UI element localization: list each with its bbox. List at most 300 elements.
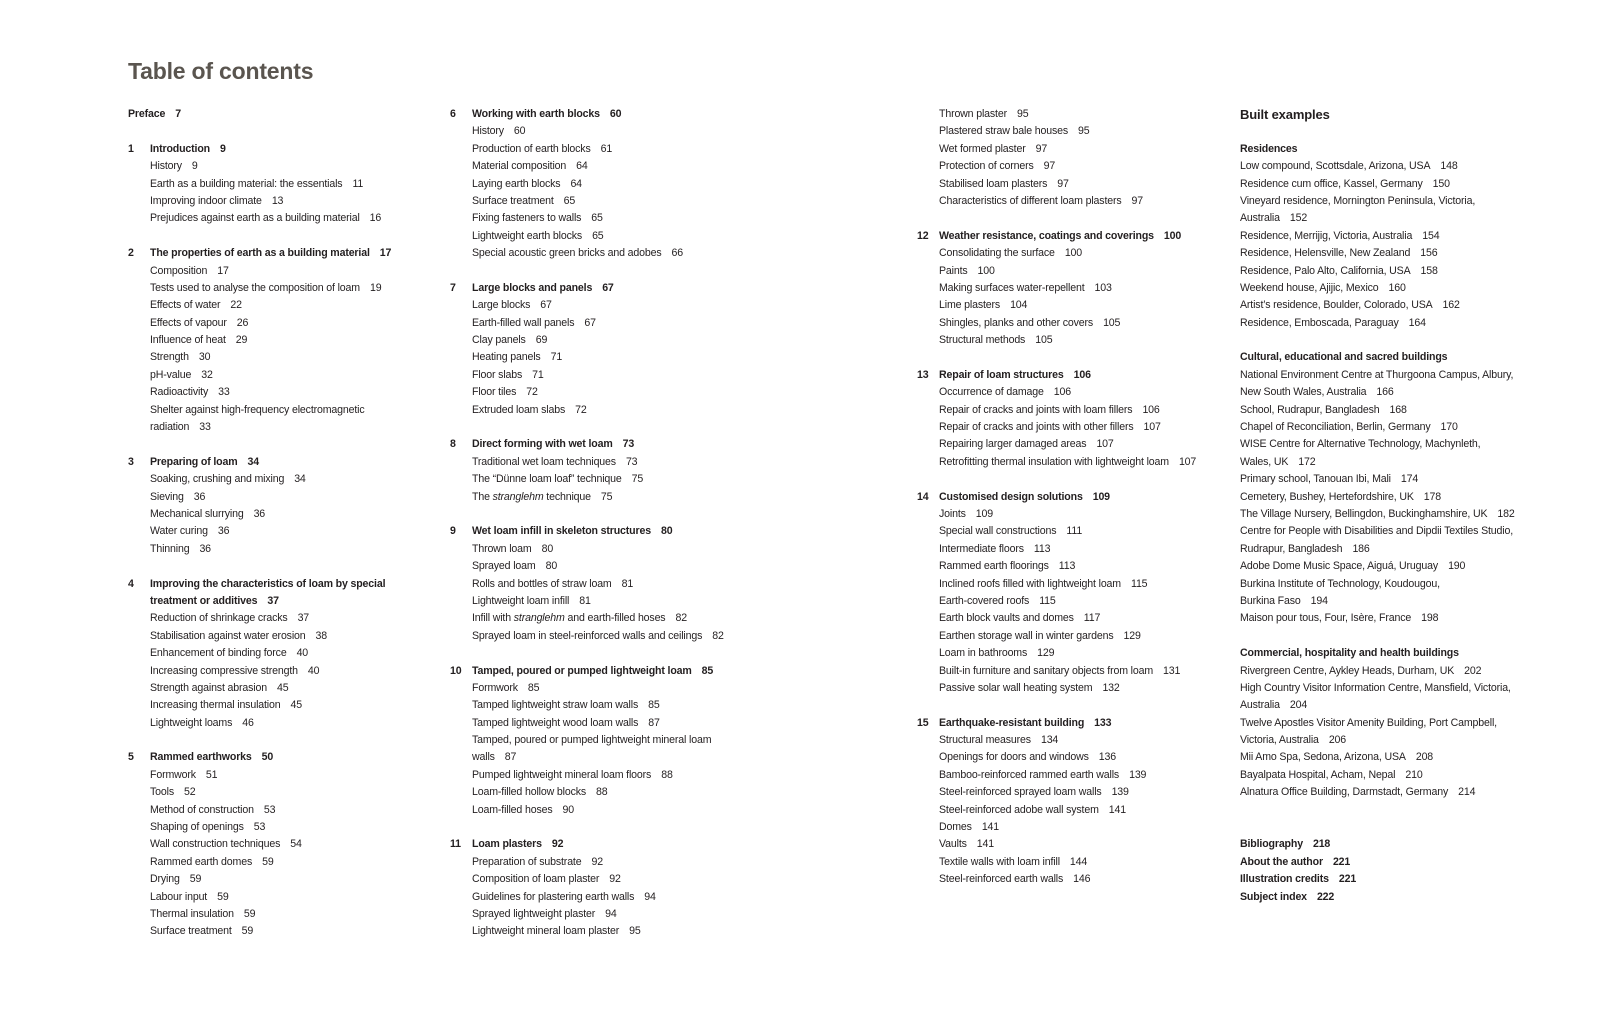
spacer — [128, 436, 391, 453]
entry-title: Composition of loam plaster — [472, 873, 600, 886]
page-number: 52 — [183, 786, 196, 799]
section-entry — [917, 871, 1196, 888]
entry-title: Reduction of shrinkage cracks — [150, 612, 288, 625]
entry-title: Joints — [939, 507, 966, 520]
entry-title: Consolidating the surface — [939, 247, 1055, 260]
page-number: 100 — [1064, 247, 1083, 260]
entry-title: Laying earth blocks — [472, 177, 561, 190]
section-entry — [917, 523, 1196, 540]
entry-title: Effects of vapour — [150, 316, 227, 329]
page-number: 141 — [976, 838, 994, 851]
page-number: 113 — [1033, 542, 1051, 555]
chapter-entry — [128, 576, 391, 593]
page-number: 162 — [1442, 299, 1460, 312]
page-number: 198 — [1421, 612, 1439, 625]
section-entry — [450, 871, 724, 888]
page-number: 33 — [218, 386, 230, 399]
entry-title: Residence, Palo Alto, California, USA — [1240, 264, 1411, 277]
page-number: 150 — [1432, 177, 1450, 190]
page-number: 9 — [219, 142, 226, 155]
entry-title: Stabilisation against water erosion — [150, 629, 306, 642]
section-entry — [450, 297, 724, 314]
section-entry — [450, 906, 724, 923]
page-number: 9 — [191, 160, 198, 173]
page-number: 222 — [1316, 890, 1335, 903]
section-entry — [917, 732, 1196, 749]
section-entry — [917, 141, 1196, 158]
entry-title: Shaping of openings — [150, 821, 244, 834]
entry-title: Earthen storage wall in winter gardens — [939, 629, 1114, 642]
entry-title: Improving the characteristics of loam by special — [150, 577, 386, 590]
entry-title: Increasing thermal insulation — [150, 699, 281, 712]
section-entry — [128, 280, 391, 297]
entry-title: Alnatura Office Building, Darmstadt, Germany — [1240, 786, 1449, 799]
example-entry — [1240, 697, 1515, 714]
entry-title: Preface — [128, 108, 166, 120]
section-entry — [917, 158, 1196, 175]
section-entry — [128, 836, 391, 853]
entry-title: Retrofitting thermal insulation with lightweight loam — [939, 455, 1169, 468]
page-number: 69 — [535, 334, 548, 347]
page-number: 59 — [189, 873, 202, 886]
entry-title: Thrown plaster — [939, 108, 1007, 120]
page-number: 204 — [1289, 699, 1308, 712]
page-number: 172 — [1298, 455, 1316, 468]
entry-title: Protection of corners — [939, 160, 1034, 173]
entry-title: Structural methods — [939, 334, 1026, 347]
page-number: 45 — [276, 681, 289, 694]
entry-title: Intermediate floors — [939, 542, 1024, 555]
entry-title: Thrown loam — [472, 542, 532, 555]
spacer — [128, 123, 391, 140]
example-entry — [1240, 210, 1515, 227]
spacer — [450, 645, 724, 662]
page-number: 65 — [563, 194, 576, 207]
entry-title: About the author — [1240, 855, 1323, 868]
entry-title: Rolls and bottles of straw loam — [472, 577, 612, 590]
page-number: 19 — [369, 281, 382, 294]
page-number: 38 — [315, 629, 327, 642]
section-entry — [450, 349, 724, 366]
section-heading — [1240, 106, 1515, 123]
page-number: 105 — [1103, 316, 1121, 329]
entry-title: Residences — [1240, 142, 1298, 155]
section-entry — [450, 854, 724, 871]
section-entry — [917, 384, 1196, 401]
entry-title: Occurrence of damage — [939, 386, 1044, 399]
page-number: 97 — [1057, 177, 1069, 190]
section-entry — [917, 332, 1196, 349]
section-entry — [128, 784, 391, 801]
section-entry — [450, 558, 724, 575]
section-entry — [917, 593, 1196, 610]
entry-title: Production of earth blocks — [472, 142, 591, 155]
page-number: 36 — [193, 490, 206, 503]
page-number: 59 — [262, 855, 274, 868]
page-number: 139 — [1129, 768, 1147, 781]
section-entry — [450, 593, 724, 610]
page-number: 97 — [1131, 194, 1143, 207]
example-entry — [1240, 402, 1515, 419]
section-entry — [128, 297, 391, 314]
page-number: 221 — [1332, 855, 1351, 868]
section-entry — [917, 315, 1196, 332]
page-number: 37 — [297, 612, 310, 625]
entry-title: Preparing of loam — [150, 455, 238, 468]
example-entry — [1240, 523, 1515, 540]
section-entry — [128, 715, 391, 732]
entry-title: Steel-reinforced earth walls — [939, 873, 1064, 886]
page-number: 100 — [977, 264, 995, 277]
section-entry — [917, 767, 1196, 784]
example-entry — [1240, 158, 1515, 175]
entry-title: Tamped, poured or pumped lightweight mineral loam — [472, 734, 712, 747]
section-entry — [450, 332, 724, 349]
entry-title: Wet loam infill in skeleton structures — [472, 525, 651, 538]
entry-title: radiation — [150, 421, 190, 434]
page-number: 45 — [290, 699, 302, 712]
page-number: 88 — [596, 786, 608, 799]
page-number: 141 — [1108, 803, 1127, 816]
section-entry — [128, 384, 391, 401]
entry-title: Loam-filled hoses — [472, 803, 553, 816]
entry-title: Earth-covered roofs — [939, 594, 1030, 607]
section-entry — [917, 610, 1196, 627]
chapter-entry — [917, 489, 1196, 506]
chapter-number: 9 — [450, 525, 456, 538]
entry-title: Domes — [939, 821, 972, 834]
entry-title: Rammed earth floorings — [939, 560, 1049, 573]
entry-title: Effects of water — [150, 299, 221, 312]
page-number: 22 — [230, 299, 242, 312]
entry-title: Sprayed loam in steel-reinforced walls and ceilings — [472, 629, 703, 642]
entry-title: National Environment Centre at Thurgoona Campus, Albury, — [1240, 368, 1514, 381]
page-number: 71 — [550, 351, 563, 364]
entry-title: Stabilised loam plasters — [939, 177, 1048, 190]
page-number: 166 — [1376, 386, 1394, 399]
example-entry — [1240, 576, 1515, 593]
page-number: 17 — [217, 264, 229, 277]
entry-title: Fixing fasteners to walls — [472, 212, 582, 225]
section-entry — [128, 541, 391, 558]
chapter-number: 14 — [917, 490, 929, 503]
page-number: 107 — [1096, 438, 1114, 451]
section-entry — [128, 349, 391, 366]
page-number: 92 — [609, 873, 621, 886]
example-entry — [1240, 732, 1515, 749]
page-number: 154 — [1422, 229, 1440, 242]
section-entry — [450, 784, 724, 801]
page-number: 65 — [592, 229, 604, 242]
section-entry — [128, 489, 391, 506]
entry-title: Preparation of substrate — [472, 855, 582, 868]
entry-title: Rudrapur, Bangladesh — [1240, 542, 1343, 555]
page-number: 94 — [605, 907, 617, 920]
entry-title: Adobe Dome Music Space, Aiguá, Uruguay — [1240, 560, 1439, 573]
entry-title: Special wall constructions — [939, 525, 1057, 538]
page-number: 117 — [1083, 612, 1101, 625]
page-number: 131 — [1163, 664, 1181, 677]
section-entry — [128, 628, 391, 645]
chapter-number: 4 — [128, 577, 134, 590]
page-number: 13 — [271, 194, 284, 207]
page-number: 34 — [294, 473, 306, 486]
entry-title: Tests used to analyse the composition of loam — [150, 281, 360, 294]
entry-title: Strength — [150, 351, 189, 364]
section-entry — [917, 436, 1196, 453]
section-entry — [450, 628, 724, 645]
entry-title: Method of construction — [150, 803, 254, 816]
section-entry — [128, 906, 391, 923]
entry-title: Loam plasters — [472, 838, 542, 851]
entry-title: Lightweight loam infill — [472, 594, 570, 607]
section-entry — [450, 402, 724, 419]
example-entry — [1240, 541, 1515, 558]
entry-title: Passive solar wall heating system — [939, 681, 1093, 694]
chapter-entry — [128, 454, 391, 471]
toc-column-1 — [128, 106, 391, 941]
page-number: 60 — [513, 125, 526, 138]
page-number: 53 — [253, 821, 266, 834]
page-number: 218 — [1312, 838, 1331, 851]
page-number: 16 — [369, 212, 382, 225]
entry-title: Earth block vaults and domes — [939, 612, 1074, 625]
entry-title: Bayalpata Hospital, Acham, Nepal — [1240, 768, 1396, 781]
entry-title: Textile walls with loam infill — [939, 855, 1060, 868]
page-number: 46 — [242, 716, 254, 729]
page-number: 40 — [296, 647, 309, 660]
chapter-number: 2 — [128, 247, 134, 260]
spacer — [450, 419, 724, 436]
entry-title: The “Dünne loam loaf” technique — [472, 473, 622, 486]
entry-title: Bamboo-reinforced rammed earth walls — [939, 768, 1120, 781]
page-number: 40 — [307, 664, 320, 677]
example-entry — [1240, 297, 1515, 314]
section-entry — [450, 749, 724, 766]
section-entry — [917, 280, 1196, 297]
section-entry — [128, 315, 391, 332]
page-number: 67 — [540, 299, 552, 312]
page-number: 50 — [261, 751, 274, 764]
entry-title: walls — [472, 751, 495, 764]
example-entry — [1240, 384, 1515, 401]
entry-title: Paints — [939, 264, 968, 277]
page-number: 92 — [591, 855, 603, 868]
section-entry — [917, 263, 1196, 280]
chapter-number: 1 — [128, 142, 134, 155]
entry-title: History — [472, 125, 504, 138]
entry-title: Primary school, Tanouan Ibi, Mali — [1240, 473, 1391, 486]
section-entry — [450, 158, 724, 175]
entry-title: Weekend house, Ajijic, Mexico — [1240, 281, 1379, 294]
section-entry — [450, 123, 724, 140]
entry-title: Influence of heat — [150, 334, 226, 347]
page-number: 132 — [1102, 681, 1120, 694]
section-entry — [128, 767, 391, 784]
section-entry — [128, 871, 391, 888]
example-entry — [1240, 436, 1515, 453]
section-entry — [450, 697, 724, 714]
page-number: 156 — [1420, 247, 1438, 260]
spacer — [128, 228, 391, 245]
entry-title: Lightweight earth blocks — [472, 229, 583, 242]
page-number: 51 — [205, 768, 218, 781]
page-number: 29 — [235, 334, 248, 347]
section-entry — [128, 263, 391, 280]
entry-title: Mii Amo Spa, Sedona, Arizona, USA — [1240, 751, 1406, 764]
page-number: 81 — [621, 577, 634, 590]
page-number: 73 — [622, 438, 635, 451]
page-number: 30 — [198, 351, 211, 364]
page-number: 26 — [236, 316, 249, 329]
entry-title: Vaults — [939, 838, 967, 851]
page-number: 66 — [671, 247, 683, 260]
entry-title: Soaking, crushing and mixing — [150, 473, 285, 486]
example-entry — [1240, 228, 1515, 245]
spacer — [1240, 819, 1515, 836]
page-number: 17 — [379, 247, 392, 260]
page-number: 148 — [1440, 160, 1458, 173]
page-number: 85 — [648, 699, 660, 712]
section-entry — [450, 802, 724, 819]
page-number: 221 — [1338, 873, 1357, 886]
chapter-entry — [128, 245, 391, 262]
section-entry — [128, 210, 391, 227]
page-number: 80 — [541, 542, 554, 555]
entry-title: Formwork — [150, 768, 196, 781]
section-entry — [917, 245, 1196, 262]
entry-title: Steel-reinforced adobe wall system — [939, 803, 1099, 816]
example-entry — [1240, 367, 1515, 384]
section-entry — [450, 576, 724, 593]
page-number: 109 — [975, 507, 994, 520]
example-entry — [1240, 245, 1515, 262]
example-entry — [1240, 280, 1515, 297]
chapter-entry — [450, 523, 724, 540]
section-entry — [917, 836, 1196, 853]
entry-title: Commercial, hospitality and health buildings — [1240, 647, 1459, 660]
section-entry — [450, 767, 724, 784]
chapter-number: 11 — [450, 838, 461, 851]
section-entry — [917, 819, 1196, 836]
section-entry — [450, 384, 724, 401]
page-number: 81 — [579, 594, 591, 607]
section-entry — [450, 367, 724, 384]
chapter-number: 8 — [450, 438, 456, 451]
section-entry — [917, 541, 1196, 558]
section-entry — [450, 541, 724, 558]
entry-title: Subject index — [1240, 890, 1307, 903]
entry-title: Low compound, Scottsdale, Arizona, USA — [1240, 160, 1431, 173]
chapter-number: 12 — [917, 229, 929, 242]
toc-column-3 — [917, 106, 1196, 889]
section-entry — [128, 367, 391, 384]
entry-title: Material composition — [472, 160, 567, 173]
page-number: 214 — [1458, 786, 1476, 799]
front-matter-entry — [1240, 871, 1515, 888]
page-number: 109 — [1092, 490, 1110, 503]
page-number: 139 — [1111, 786, 1129, 799]
page-number: 36 — [253, 507, 266, 520]
chapter-number: 10 — [450, 664, 462, 677]
entry-title-post: and earth-filled hoses — [564, 612, 666, 625]
section-entry — [450, 245, 724, 262]
section-entry — [128, 158, 391, 175]
entry-title: Traditional wet loam techniques — [472, 455, 616, 468]
page-number: 64 — [576, 160, 588, 173]
entry-title: Thermal insulation — [150, 907, 234, 920]
page-number: 67 — [584, 316, 596, 329]
section-entry — [450, 923, 724, 940]
page-number: 60 — [609, 108, 622, 120]
section-entry — [128, 889, 391, 906]
section-entry — [128, 471, 391, 488]
toc-column-4 — [1240, 106, 1515, 906]
chapter-number: 13 — [917, 368, 929, 381]
section-entry — [450, 315, 724, 332]
entry-title: Rammed earth domes — [150, 855, 253, 868]
page-number: 94 — [644, 890, 656, 903]
page-number: 85 — [527, 681, 540, 694]
section-entry — [917, 802, 1196, 819]
section-entry — [450, 228, 724, 245]
page-number: 33 — [199, 421, 211, 434]
page-number: 61 — [600, 142, 613, 155]
example-entry — [1240, 419, 1515, 436]
section-entry — [450, 715, 724, 732]
entry-title-pre: The — [472, 490, 493, 503]
entry-title: Lightweight mineral loam plaster — [472, 925, 620, 938]
entry-title: Burkina Institute of Technology, Koudougou, — [1240, 577, 1440, 590]
page-number: 82 — [675, 612, 687, 625]
page-number: 64 — [570, 177, 582, 190]
page-number: 59 — [243, 907, 256, 920]
entry-title: Residence, Helensville, New Zealand — [1240, 247, 1411, 260]
entry-title: Australia — [1240, 212, 1280, 225]
entry-title: Centre for People with Disabilities and Dipdii Textiles Studio, — [1240, 525, 1513, 538]
example-entry — [1240, 193, 1515, 210]
page-number: 129 — [1037, 647, 1055, 660]
entry-title: Repair of cracks and joints with loam fillers — [939, 403, 1133, 416]
chapter-entry — [917, 228, 1196, 245]
entry-title: Sprayed loam — [472, 560, 536, 573]
section-entry — [917, 454, 1196, 471]
section-entry — [450, 176, 724, 193]
entry-title: Lime plasters — [939, 299, 1001, 312]
toc-column-2 — [450, 106, 724, 941]
page-number: 152 — [1289, 212, 1308, 225]
section-entry — [128, 680, 391, 697]
entry-title: Earth as a building material: the essentials — [150, 177, 343, 190]
entry-title: Australia — [1240, 699, 1280, 712]
entry-title: Residence, Merrijig, Victoria, Australia — [1240, 229, 1413, 242]
entry-title: WISE Centre for Alternative Technology, Machynleth, — [1240, 438, 1481, 451]
entry-title: Floor tiles — [472, 386, 517, 399]
section-entry — [450, 471, 724, 488]
page-number: 97 — [1035, 142, 1048, 155]
page-number: 182 — [1497, 507, 1515, 520]
entry-title: Improving indoor climate — [150, 194, 262, 207]
page-number: 73 — [625, 455, 638, 468]
page-number: 71 — [532, 368, 544, 381]
section-entry — [917, 558, 1196, 575]
page-number: 174 — [1400, 473, 1419, 486]
entry-title: Radioactivity — [150, 386, 209, 399]
page-number: 59 — [217, 890, 229, 903]
section-entry — [128, 645, 391, 662]
spacer — [1240, 123, 1515, 140]
entry-title: Tools — [150, 786, 174, 799]
